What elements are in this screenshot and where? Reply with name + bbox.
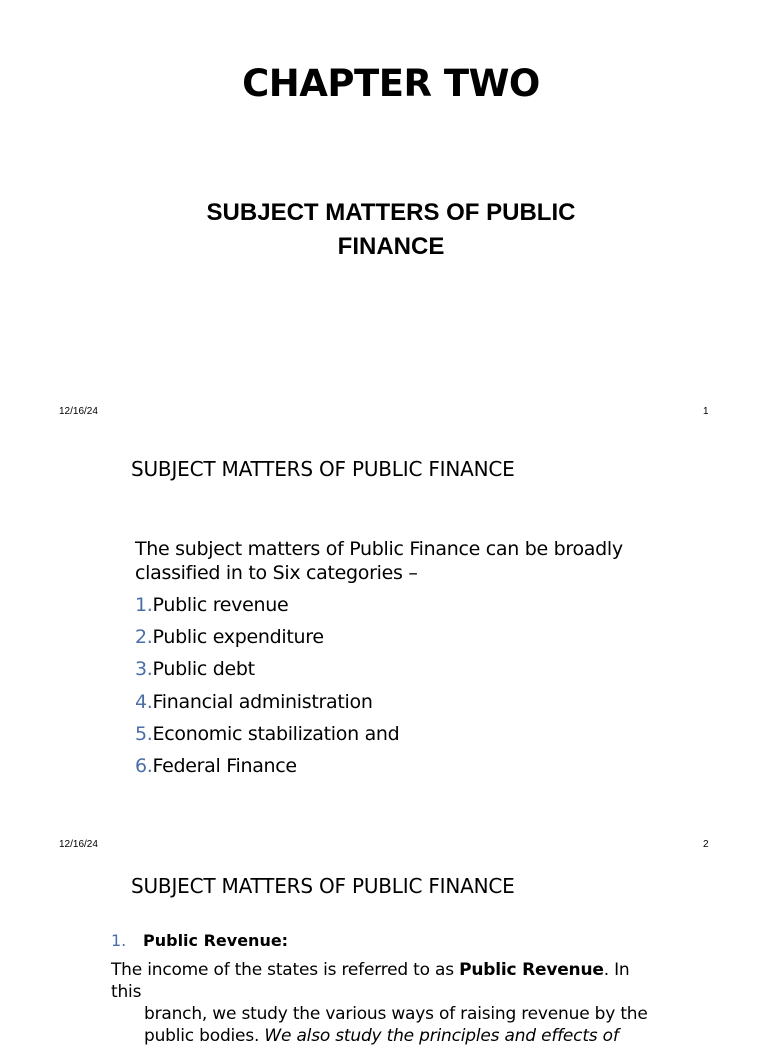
- slide-2-page-number: 2: [703, 839, 709, 850]
- paragraph-line-2: branch, we study the various ways of raising revenue by the: [144, 1004, 648, 1024]
- list-item: [135, 721, 399, 753]
- slide-3-heading: SUBJECT MATTERS OF PUBLIC FINANCE: [131, 874, 515, 898]
- list-label: Public expenditure: [152, 626, 324, 649]
- slide-2-heading: SUBJECT MATTERS OF PUBLIC FINANCE: [131, 457, 515, 481]
- list-label: Financial administration: [152, 690, 373, 713]
- list-number: 3.: [135, 658, 153, 681]
- subtitle-line-2: FINANCE: [337, 233, 445, 260]
- list-item: [135, 689, 399, 721]
- chapter-subtitle: [0, 196, 768, 264]
- slide-2-intro: The subject matters of Public Finance can be broadly classified in to Six categories –: [135, 538, 623, 584]
- list-label: Public revenue: [152, 594, 289, 616]
- category-list: [135, 592, 399, 785]
- slide-1-date: 12/16/24: [59, 406, 98, 417]
- list-label: Economic stabilization and: [152, 722, 400, 745]
- paragraph-text: The income of the states is referred to as: [111, 960, 460, 980]
- section-heading: [111, 930, 288, 952]
- slide-1-page-number: 1: [703, 406, 709, 417]
- list-number: 5.: [135, 722, 153, 745]
- paragraph-line-3: [111, 1025, 656, 1047]
- chapter-title: CHAPTER TWO: [242, 62, 540, 105]
- slide-2-date: 12/16/24: [59, 839, 98, 850]
- section-number: 1.: [111, 931, 127, 950]
- list-item: [135, 753, 399, 785]
- list-number: 2.: [135, 626, 153, 649]
- list-number: 4.: [135, 690, 153, 713]
- section-label: Public Revenue:: [143, 931, 289, 950]
- paragraph-line-1: [111, 959, 656, 1003]
- paragraph-bold-term: Public Revenue: [459, 960, 604, 980]
- list-item: [135, 624, 399, 656]
- list-number: 6.: [135, 754, 153, 777]
- list-item: [135, 592, 399, 624]
- subtitle-line-1: SUBJECT MATTERS OF PUBLIC: [206, 199, 576, 226]
- paragraph-text: . In this: [111, 960, 630, 1002]
- list-item: [135, 656, 399, 688]
- list-label: Public debt: [152, 658, 255, 681]
- list-label: Federal Finance: [152, 754, 297, 777]
- paragraph-italic-text: We also study the principles and effects of: [264, 1026, 619, 1046]
- public-revenue-paragraph: [111, 959, 656, 1047]
- list-number: 1.: [135, 594, 153, 616]
- paragraph-text: public bodies.: [144, 1026, 265, 1046]
